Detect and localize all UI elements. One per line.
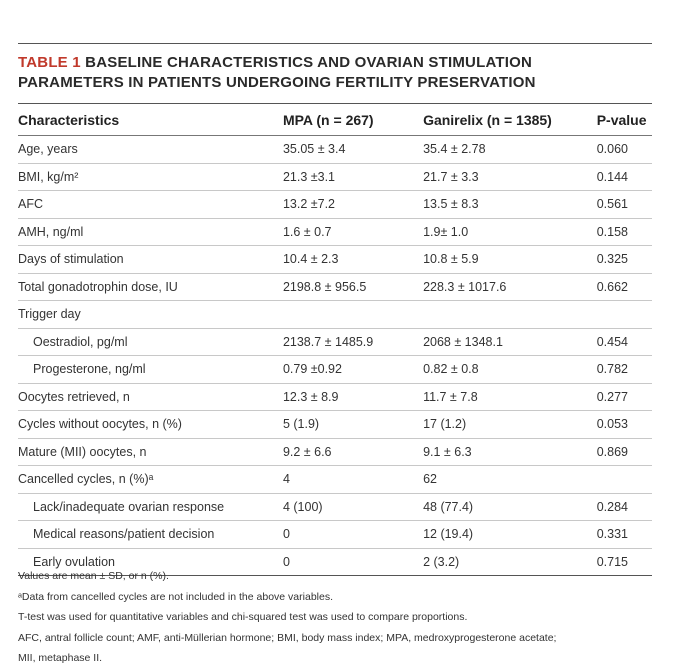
table-title: BASELINE CHARACTERISTICS AND OVARIAN STIMULATION PARAMETERS IN PATIENTS UNDERGOING FERTILITY PRESERVATION (18, 54, 536, 91)
row-label: Medical reasons/patient decision (18, 521, 283, 549)
row-p-value: 0.662 (597, 273, 652, 301)
table-row (18, 246, 652, 274)
table-row (18, 191, 652, 219)
top-rule (18, 43, 652, 44)
table-footnotes (18, 566, 658, 669)
row-label: Cancelled cycles, n (%)ᵃ (18, 466, 283, 494)
row-label: Mature (MII) oocytes, n (18, 438, 283, 466)
row-label: Lack/inadequate ovarian response (18, 493, 283, 521)
table-row (18, 493, 652, 521)
header-ganirelix: Ganirelix (n = 1385) (423, 104, 597, 136)
table-row (18, 383, 652, 411)
row-mpa-value (283, 301, 423, 329)
row-p-value: 0.060 (597, 136, 652, 164)
row-ganirelix-value: 13.5 ± 8.3 (423, 191, 597, 219)
table-row (18, 218, 652, 246)
row-mpa-value: 2138.7 ± 1485.9 (283, 328, 423, 356)
row-mpa-value: 21.3 ±3.1 (283, 163, 423, 191)
row-label: AFC (18, 191, 283, 219)
row-p-value: 0.869 (597, 438, 652, 466)
row-ganirelix-value: 9.1 ± 6.3 (423, 438, 597, 466)
row-ganirelix-value: 11.7 ± 7.8 (423, 383, 597, 411)
row-p-value: 0.561 (597, 191, 652, 219)
footnote: MII, metaphase II. (18, 652, 103, 664)
row-mpa-value: 5 (1.9) (283, 411, 423, 439)
row-ganirelix-value: 12 (19.4) (423, 521, 597, 549)
row-ganirelix-value: 228.3 ± 1017.6 (423, 273, 597, 301)
table-row (18, 466, 652, 494)
row-mpa-value: 35.05 ± 3.4 (283, 136, 423, 164)
header-p-value: P-value (597, 104, 652, 136)
row-ganirelix-value: 17 (1.2) (423, 411, 597, 439)
row-p-value: 0.715 (597, 548, 652, 576)
row-ganirelix-value: 2068 ± 1348.1 (423, 328, 597, 356)
row-mpa-value: 2198.8 ± 956.5 (283, 273, 423, 301)
row-p-value: 0.325 (597, 246, 652, 274)
row-p-value: 0.053 (597, 411, 652, 439)
table-row (18, 273, 652, 301)
footnote: ᵃData from cancelled cycles are not included in the above variables. (18, 590, 333, 603)
row-ganirelix-value (423, 301, 597, 329)
table-row (18, 301, 652, 329)
row-mpa-value: 13.2 ±7.2 (283, 191, 423, 219)
row-ganirelix-value: 1.9± 1.0 (423, 218, 597, 246)
table-caption (18, 53, 652, 93)
baseline-characteristics-table (18, 103, 652, 576)
row-ganirelix-value: 48 (77.4) (423, 493, 597, 521)
table-row (18, 521, 652, 549)
row-label: Oocytes retrieved, n (18, 383, 283, 411)
table-body (18, 136, 652, 576)
row-mpa-value: 1.6 ± 0.7 (283, 218, 423, 246)
table-header-row (18, 104, 652, 136)
row-ganirelix-value: 21.7 ± 3.3 (423, 163, 597, 191)
row-mpa-value: 4 (100) (283, 493, 423, 521)
row-p-value: 0.158 (597, 218, 652, 246)
footnote: Values are mean ± SD, or n (%). (18, 570, 169, 582)
row-mpa-value: 4 (283, 466, 423, 494)
header-mpa: MPA (n = 267) (283, 104, 423, 136)
row-mpa-value: 0 (283, 548, 423, 576)
footnote: T-test was used for quantitative variables and chi-squared test was used to compare proportions. (18, 611, 468, 623)
table-row (18, 438, 652, 466)
row-mpa-value: 10.4 ± 2.3 (283, 246, 423, 274)
row-label: Cycles without oocytes, n (%) (18, 411, 283, 439)
row-label: Progesterone, ng/ml (18, 356, 283, 384)
table-row (18, 411, 652, 439)
table-row (18, 163, 652, 191)
row-p-value: 0.144 (597, 163, 652, 191)
row-ganirelix-value: 35.4 ± 2.78 (423, 136, 597, 164)
row-mpa-value: 9.2 ± 6.6 (283, 438, 423, 466)
row-p-value: 0.782 (597, 356, 652, 384)
row-label: Days of stimulation (18, 246, 283, 274)
row-label: Age, years (18, 136, 283, 164)
row-mpa-value: 0.79 ±0.92 (283, 356, 423, 384)
table-row (18, 328, 652, 356)
row-p-value (597, 466, 652, 494)
row-label: Trigger day (18, 301, 283, 329)
header-characteristics: Characteristics (18, 104, 283, 136)
table-row (18, 136, 652, 164)
row-ganirelix-value: 2 (3.2) (423, 548, 597, 576)
table-label: TABLE 1 (18, 54, 81, 71)
row-label: Early ovulation (18, 548, 283, 576)
row-p-value: 0.454 (597, 328, 652, 356)
row-ganirelix-value: 62 (423, 466, 597, 494)
row-p-value: 0.331 (597, 521, 652, 549)
row-p-value: 0.277 (597, 383, 652, 411)
row-label: Total gonadotrophin dose, IU (18, 273, 283, 301)
row-label: BMI, kg/m² (18, 163, 283, 191)
row-ganirelix-value: 0.82 ± 0.8 (423, 356, 597, 384)
row-p-value (597, 301, 652, 329)
row-p-value: 0.284 (597, 493, 652, 521)
row-label: Oestradiol, pg/ml (18, 328, 283, 356)
row-mpa-value: 0 (283, 521, 423, 549)
row-mpa-value: 12.3 ± 8.9 (283, 383, 423, 411)
row-label: AMH, ng/ml (18, 218, 283, 246)
footnote: AFC, antral follicle count; AMF, anti-Müllerian hormone; BMI, body mass index; MPA, medroxyprogesterone acetate; (18, 631, 557, 644)
table-row (18, 356, 652, 384)
row-ganirelix-value: 10.8 ± 5.9 (423, 246, 597, 274)
